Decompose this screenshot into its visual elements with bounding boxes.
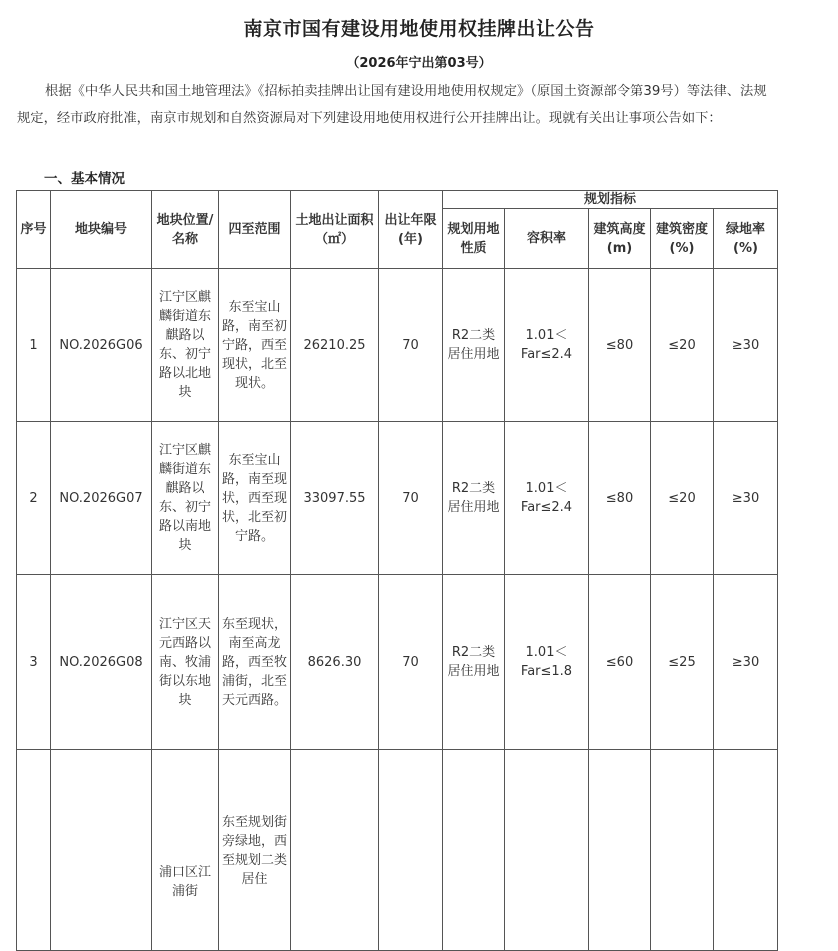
header-term: 出让年限(年) <box>379 191 443 269</box>
header-parcel-id: 地块编号 <box>51 191 152 269</box>
cell-parcel-id: NO.2026G08 <box>51 575 152 750</box>
header-far: 容积率 <box>505 209 589 269</box>
cell-area: 8626.30 <box>291 575 379 750</box>
header-land-use: 规划用地性质 <box>443 209 505 269</box>
intro-paragraph: 根据《中华人民共和国土地管理法》《招标拍卖挂牌出让国有建设用地使用权规定》（原国土资源部令第39号）等法律、法规规定，经市政府批准，南京市规划和自然资源局对下列建设用地使用权进行公开挂牌出让。现就有关出让事项公告如下： <box>17 84 767 126</box>
document-number: （2026年宁出第03号） <box>346 56 492 71</box>
cell-far <box>505 750 589 951</box>
cell-boundaries-text: 东至规划街旁绿地，西至规划二类居住 <box>222 815 288 887</box>
cell-green-rate <box>714 750 778 951</box>
cell-term: 70 <box>379 575 443 750</box>
header-boundaries: 四至范围 <box>219 191 291 269</box>
cell-boundaries: 东至现状，南至高龙路，西至牧浦街，北至天元西路。 <box>219 575 291 750</box>
table-row <box>17 750 778 951</box>
cell-seq: 3 <box>17 575 51 750</box>
cell-far: 1.01＜Far≤1.8 <box>505 575 589 750</box>
cell-boundaries: 东至宝山路，南至初宁路，西至现状，北至现状。 <box>219 269 291 422</box>
header-planning-indicators: 规划指标 <box>443 191 778 209</box>
table-row <box>17 269 778 422</box>
cell-parcel-id: NO.2026G07 <box>51 422 152 575</box>
cell-green-rate: ≥30 <box>714 269 778 422</box>
cell-height: ≤80 <box>589 422 651 575</box>
header-green-rate: 绿地率(%) <box>714 209 778 269</box>
cell-term: 70 <box>379 422 443 575</box>
cell-seq: 1 <box>17 269 51 422</box>
cell-density: ≤20 <box>651 269 714 422</box>
cell-height <box>589 750 651 951</box>
cell-location: 江宁区麒麟街道东麒路以东、初宁路以北地块 <box>152 269 219 422</box>
table-row <box>17 575 778 750</box>
cell-green-rate: ≥30 <box>714 575 778 750</box>
cell-green-rate: ≥30 <box>714 422 778 575</box>
cell-boundaries <box>219 750 291 951</box>
cell-far: 1.01＜Far≤2.4 <box>505 269 589 422</box>
cell-area: 33097.55 <box>291 422 379 575</box>
cell-density: ≤20 <box>651 422 714 575</box>
header-seq: 序号 <box>17 191 51 269</box>
cell-height: ≤60 <box>589 575 651 750</box>
land-parcel-table <box>16 190 778 951</box>
cell-far: 1.01＜Far≤2.4 <box>505 422 589 575</box>
cell-term <box>379 750 443 951</box>
cell-land-use <box>443 750 505 951</box>
cell-term: 70 <box>379 269 443 422</box>
cell-height: ≤80 <box>589 269 651 422</box>
cell-seq <box>17 750 51 951</box>
cell-area <box>291 750 379 951</box>
cell-parcel-id <box>51 750 152 951</box>
cell-land-use: R2二类居住用地 <box>443 269 505 422</box>
cell-area: 26210.25 <box>291 269 379 422</box>
page-title: 南京市国有建设用地使用权挂牌出让公告 <box>243 18 595 40</box>
cell-parcel-id: NO.2026G06 <box>51 269 152 422</box>
table-row <box>17 422 778 575</box>
cell-boundaries: 东至宝山路，南至现状，西至现状，北至初宁路。 <box>219 422 291 575</box>
cell-location: 江宁区麒麟街道东麒路以东、初宁路以南地块 <box>152 422 219 575</box>
cell-seq: 2 <box>17 422 51 575</box>
header-location: 地块位置/名称 <box>152 191 219 269</box>
section-heading-basic-info: 一、基本情况 <box>44 171 125 187</box>
header-area: 土地出让面积（㎡） <box>291 191 379 269</box>
cell-land-use: R2二类居住用地 <box>443 422 505 575</box>
cell-location-text: 浦口区江浦街 <box>158 865 211 899</box>
header-density: 建筑密度(%) <box>651 209 714 269</box>
cell-location: 江宁区天元西路以南、牧浦街以东地块 <box>152 575 219 750</box>
cell-location <box>152 750 219 951</box>
cell-land-use: R2二类居住用地 <box>443 575 505 750</box>
cell-density: ≤25 <box>651 575 714 750</box>
cell-density <box>651 750 714 951</box>
header-height: 建筑高度(m) <box>589 209 651 269</box>
